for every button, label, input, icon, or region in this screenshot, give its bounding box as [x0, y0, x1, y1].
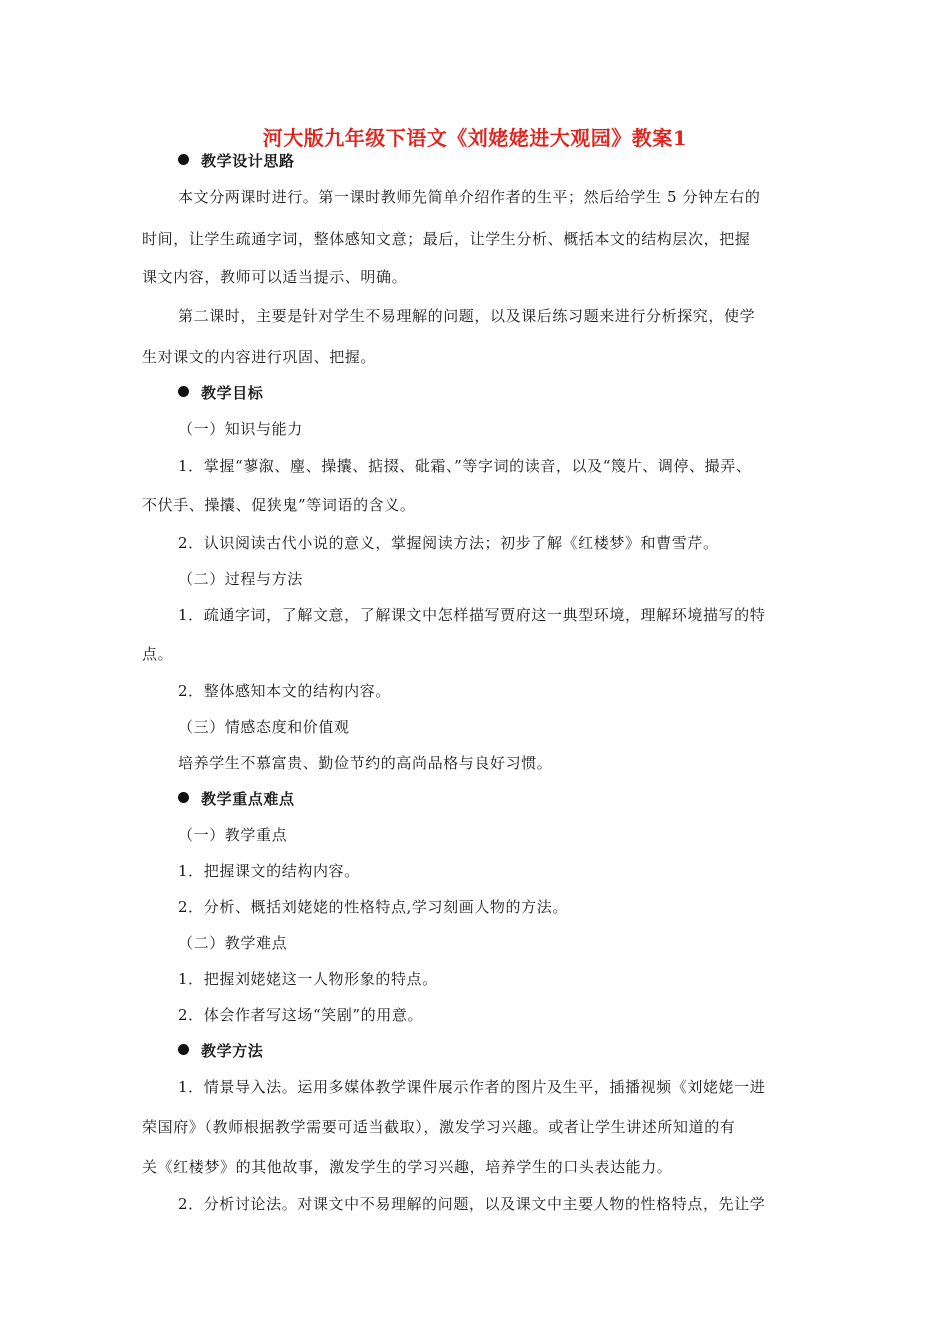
paragraph-line: 时间，让学生疏通字词，整体感知文意；最后，让学生分析、概括本文的结构层次，把握	[142, 230, 751, 248]
subheading: （二）教学难点	[178, 934, 288, 952]
section-heading-key-points: 教学重点难点	[178, 788, 295, 810]
list-item: 1．把握刘姥姥这一人物形象的特点。	[178, 970, 438, 988]
list-item-line: 1．情景导入法。运用多媒体教学课件展示作者的图片及生平，插播视频《刘姥姥一进	[178, 1078, 766, 1096]
list-item-line: 1．疏通字词，了解文意，了解课文中怎样描写贾府这一典型环境，理解环境描写的特	[178, 606, 766, 624]
list-item: 2．体会作者写这场“笑剧”的用意。	[178, 1006, 424, 1024]
list-item-line: 不伏手、操攮、促狭鬼”等词语的含义。	[142, 496, 416, 514]
section-heading-goals: 教学目标	[178, 382, 263, 404]
subheading: （二）过程与方法	[178, 570, 303, 588]
section-heading-methods: 教学方法	[178, 1040, 263, 1062]
paragraph-line: 生对课文的内容进行巩固、把握。	[142, 348, 377, 366]
subheading: （三）情感态度和价值观	[178, 718, 350, 736]
list-item-line: 关《红楼梦》的其他故事，激发学生的学习兴趣，培养学生的口头表达能力。	[142, 1158, 673, 1176]
bullet-icon	[178, 154, 189, 165]
list-item-line: 2．分析讨论法。对课文中不易理解的问题，以及课文中主要人物的性格特点，先让学	[178, 1195, 766, 1213]
subheading: （一）知识与能力	[178, 420, 303, 438]
bullet-icon	[178, 386, 189, 397]
list-item-line: 点。	[142, 645, 174, 663]
paragraph-line: 本文分两课时进行。第一课时教师先简单介绍作者的生平；然后给学生 5 分钟左右的	[178, 188, 761, 206]
bullet-icon	[178, 792, 189, 803]
paragraph-line: 第二课时，主要是针对学生不易理解的问题，以及课后练习题来进行分析探究，使学	[178, 307, 756, 325]
list-item: 2．认识阅读古代小说的意义，掌握阅读方法；初步了解《红楼梦》和曹雪芹。	[178, 534, 719, 552]
list-item: 2．分析、概括刘姥姥的性格特点,学习刻画人物的方法。	[178, 898, 568, 916]
list-item-line: 1．掌握“蓼溆、麈、操攮、掂掇、砒霜、”等字词的读音，以及“篾片、调停、撮弄、	[178, 457, 752, 475]
subheading: （一）教学重点	[178, 826, 288, 844]
section-heading-design: 教学设计思路	[178, 150, 295, 172]
list-item: 1．把握课文的结构内容。	[178, 862, 360, 880]
bullet-icon	[178, 1044, 189, 1055]
list-item-line: 荣国府》（教师根据教学需要可适当截取），激发学习兴趣。或者让学生讲述所知道的有	[142, 1118, 736, 1136]
list-item: 2．整体感知本文的结构内容。	[178, 682, 391, 700]
paragraph-line: 培养学生不慕富贵、勤俭节约的高尚品格与良好习惯。	[178, 754, 553, 772]
document-title: 河大版九年级下语文《刘姥姥进大观园》教案1	[262, 126, 688, 150]
paragraph-line: 课文内容，教师可以适当提示、明确。	[142, 268, 408, 286]
